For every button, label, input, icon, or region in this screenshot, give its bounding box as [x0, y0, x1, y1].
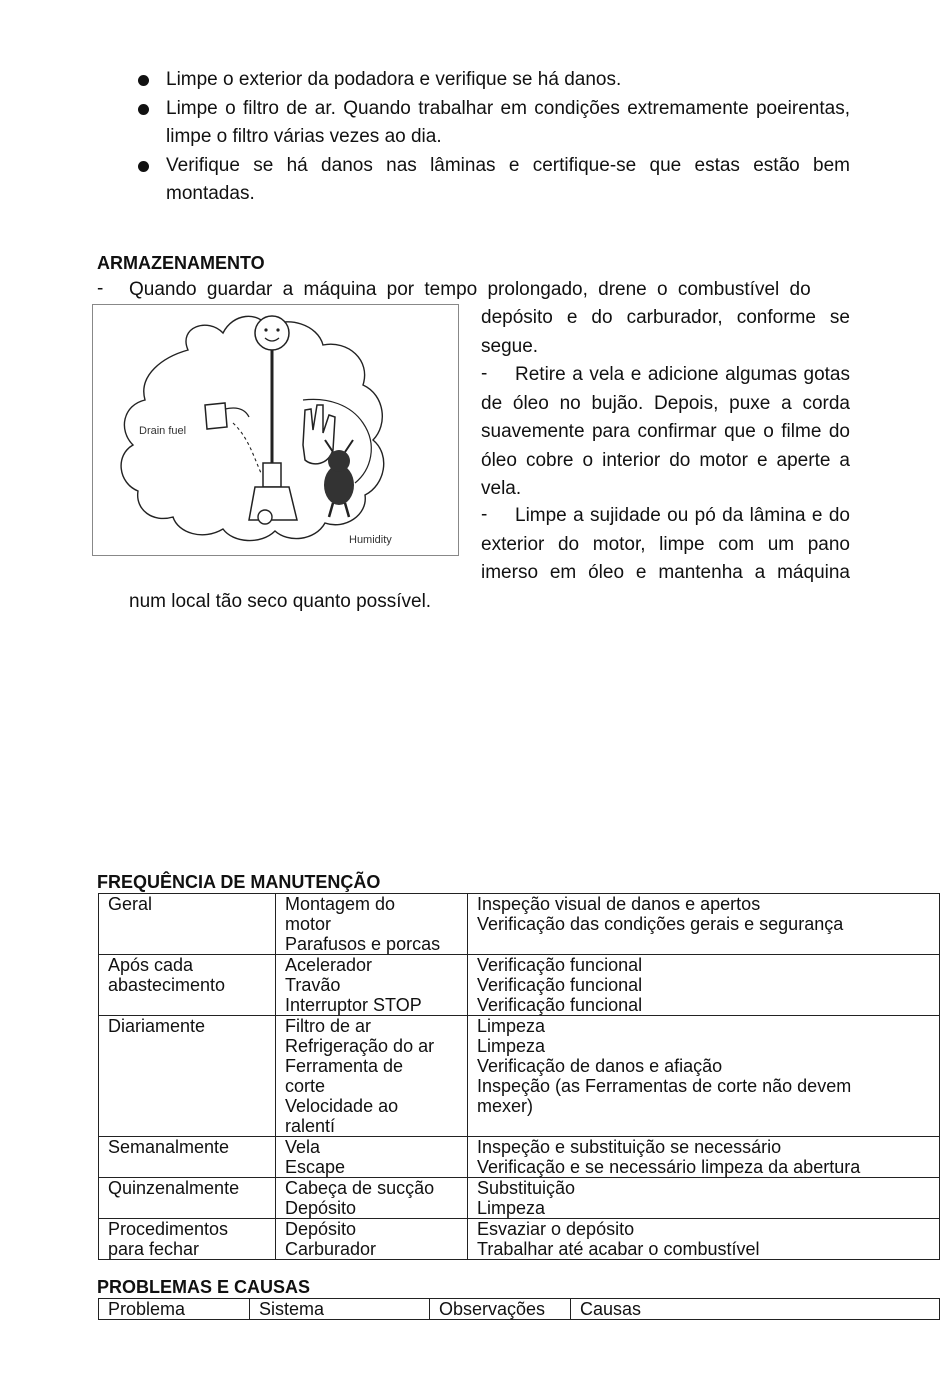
table-row	[99, 1016, 940, 1137]
component-cell	[276, 1137, 468, 1178]
cell-line: Acelerador	[285, 955, 373, 975]
cell-line: ralentí	[285, 1116, 336, 1136]
component-cell	[276, 1016, 468, 1137]
frequency-cell	[99, 1219, 276, 1260]
cell-line: para fechar	[108, 1239, 200, 1259]
action-cell	[468, 1219, 940, 1260]
humidity-label: Humidity	[349, 534, 392, 546]
bug-leg	[345, 503, 349, 517]
cell-line: Quinzenalmente	[108, 1178, 240, 1198]
cell-line: corte	[285, 1076, 326, 1096]
engine-wheel	[258, 510, 272, 524]
cell-line: Travão	[285, 975, 341, 995]
frequency-cell	[99, 1178, 276, 1219]
cell-line: Procedimentos	[108, 1219, 229, 1239]
cell-line: Verificação e se necessário limpeza da abertura	[477, 1157, 861, 1177]
problems-heading: PROBLEMAS E CAUSAS	[97, 1277, 311, 1297]
storage-illustration	[92, 304, 459, 556]
problems-table	[98, 1298, 940, 1320]
header-cell: Problema	[99, 1299, 250, 1320]
cell-line: Esvaziar o depósito	[477, 1219, 635, 1239]
table-row	[99, 1219, 940, 1260]
component-cell	[276, 894, 468, 955]
table-row	[99, 1178, 940, 1219]
bug-antenna	[345, 440, 353, 452]
drain-fuel-label: Drain fuel	[139, 425, 187, 437]
cell-line: motor	[285, 914, 332, 934]
bullet-item: Limpe o filtro de ar. Quando trabalhar em condições extremamente poeirentas, limpe o filtro várias vezes ao dia.	[136, 95, 850, 152]
table-row	[99, 1137, 940, 1178]
cell-line: mexer)	[477, 1096, 534, 1116]
cell-line: Inspeção e substituição se necessário	[477, 1137, 782, 1157]
cell-line: Semanalmente	[108, 1137, 230, 1157]
cell-line: Vela	[285, 1137, 321, 1157]
cell-line: Carburador	[285, 1239, 377, 1259]
cell-line: Interruptor STOP	[285, 995, 422, 1015]
cell-line: Inspeção (as Ferramentas de corte não devem	[477, 1076, 852, 1096]
cell-line: Substituição	[477, 1178, 576, 1198]
storage-illustration-drawing	[93, 305, 457, 554]
eye-mark	[264, 328, 267, 331]
cell-line: Refrigeração do ar	[285, 1036, 435, 1056]
maintenance-bullet-list	[136, 66, 850, 209]
frequency-cell	[99, 894, 276, 955]
trimmer-handle	[263, 463, 281, 487]
humidity-bug-head	[328, 450, 350, 472]
bug-leg	[329, 503, 333, 517]
table-header-row	[99, 1299, 940, 1320]
engine-body	[249, 487, 297, 520]
cell-line: Limpeza	[477, 1036, 546, 1056]
sun-face-icon	[255, 316, 289, 350]
table-row	[99, 894, 940, 955]
dash-marker: -	[97, 278, 104, 299]
cell-line: Depósito	[285, 1198, 357, 1218]
cell-line: Geral	[108, 894, 153, 914]
action-cell	[468, 1016, 940, 1137]
action-cell	[468, 955, 940, 1016]
cell-line: Trabalhar até acabar o combustível	[477, 1239, 760, 1259]
storage-tail: num local tão seco quanto possível.	[129, 591, 432, 612]
dash-marker: -	[481, 504, 488, 525]
storage-step-2: Limpe a sujidade ou pó da lâmina e do exterior do motor, limpe com um pano imerso em óleo e mantenha a máquina	[481, 505, 850, 583]
cell-line: Após cada	[108, 955, 194, 975]
storage-line-1: Quando guardar a máquina por tempo prolongado, drene o combustível do	[129, 279, 811, 300]
table-row	[99, 955, 940, 1016]
cell-line: Parafusos e porcas	[285, 934, 441, 954]
cell-line: Cabeça de sucção	[285, 1178, 435, 1198]
frequency-cell	[99, 955, 276, 1016]
header-cell: Causas	[571, 1299, 940, 1320]
cell-line: Ferramenta de	[285, 1056, 404, 1076]
cell-line: Verificação das condições gerais e segurança	[477, 914, 844, 934]
dash-marker: -	[481, 363, 488, 384]
component-cell	[276, 1219, 468, 1260]
component-cell	[276, 955, 468, 1016]
cell-line: Montagem do	[285, 894, 396, 914]
cell-line: Verificação funcional	[477, 995, 643, 1015]
eye-mark	[276, 328, 279, 331]
cell-line: Velocidade ao	[285, 1096, 399, 1116]
header-cell: Sistema	[250, 1299, 430, 1320]
maintenance-heading: FREQUÊNCIA DE MANUTENÇÃO	[97, 872, 381, 892]
cell-line: Verificação de danos e afiação	[477, 1056, 723, 1076]
maintenance-table	[98, 893, 940, 1260]
pour-spout	[225, 408, 249, 417]
cell-line: Escape	[285, 1157, 346, 1177]
frequency-cell	[99, 1016, 276, 1137]
action-cell	[468, 1178, 940, 1219]
header-cell: Observações	[430, 1299, 571, 1320]
cell-line: Limpeza	[477, 1198, 546, 1218]
cell-line: Filtro de ar	[285, 1016, 372, 1036]
cell-line: Inspeção visual de danos e apertos	[477, 894, 761, 914]
bullet-item: Limpe o exterior da podadora e verifique se há danos.	[136, 66, 850, 95]
fuel-drain-stream	[233, 423, 261, 473]
cell-line: Verificação funcional	[477, 975, 643, 995]
storage-line-2: depósito e do carburador, conforme se segue.	[481, 307, 850, 357]
storage-step-1: Retire a vela e adicione algumas gotas de óleo no bujão. Depois, puxe a corda suavemente para confirmar que o filme do óleo cobre o interior do motor e aperte a vela.	[481, 364, 850, 499]
frequency-cell	[99, 1137, 276, 1178]
bullet-item: Verifique se há danos nas lâminas e certifique-se que estas estão bem montadas.	[136, 152, 850, 209]
fuel-can-icon	[205, 403, 227, 429]
action-cell	[468, 894, 940, 955]
cell-line: Depósito	[285, 1219, 357, 1239]
cell-line: Diariamente	[108, 1016, 206, 1036]
cell-line: Limpeza	[477, 1016, 546, 1036]
action-cell	[468, 1137, 940, 1178]
cell-line: abastecimento	[108, 975, 226, 995]
cell-line: Verificação funcional	[477, 955, 643, 975]
storage-heading: ARMAZENAMENTO	[97, 253, 265, 273]
component-cell	[276, 1178, 468, 1219]
